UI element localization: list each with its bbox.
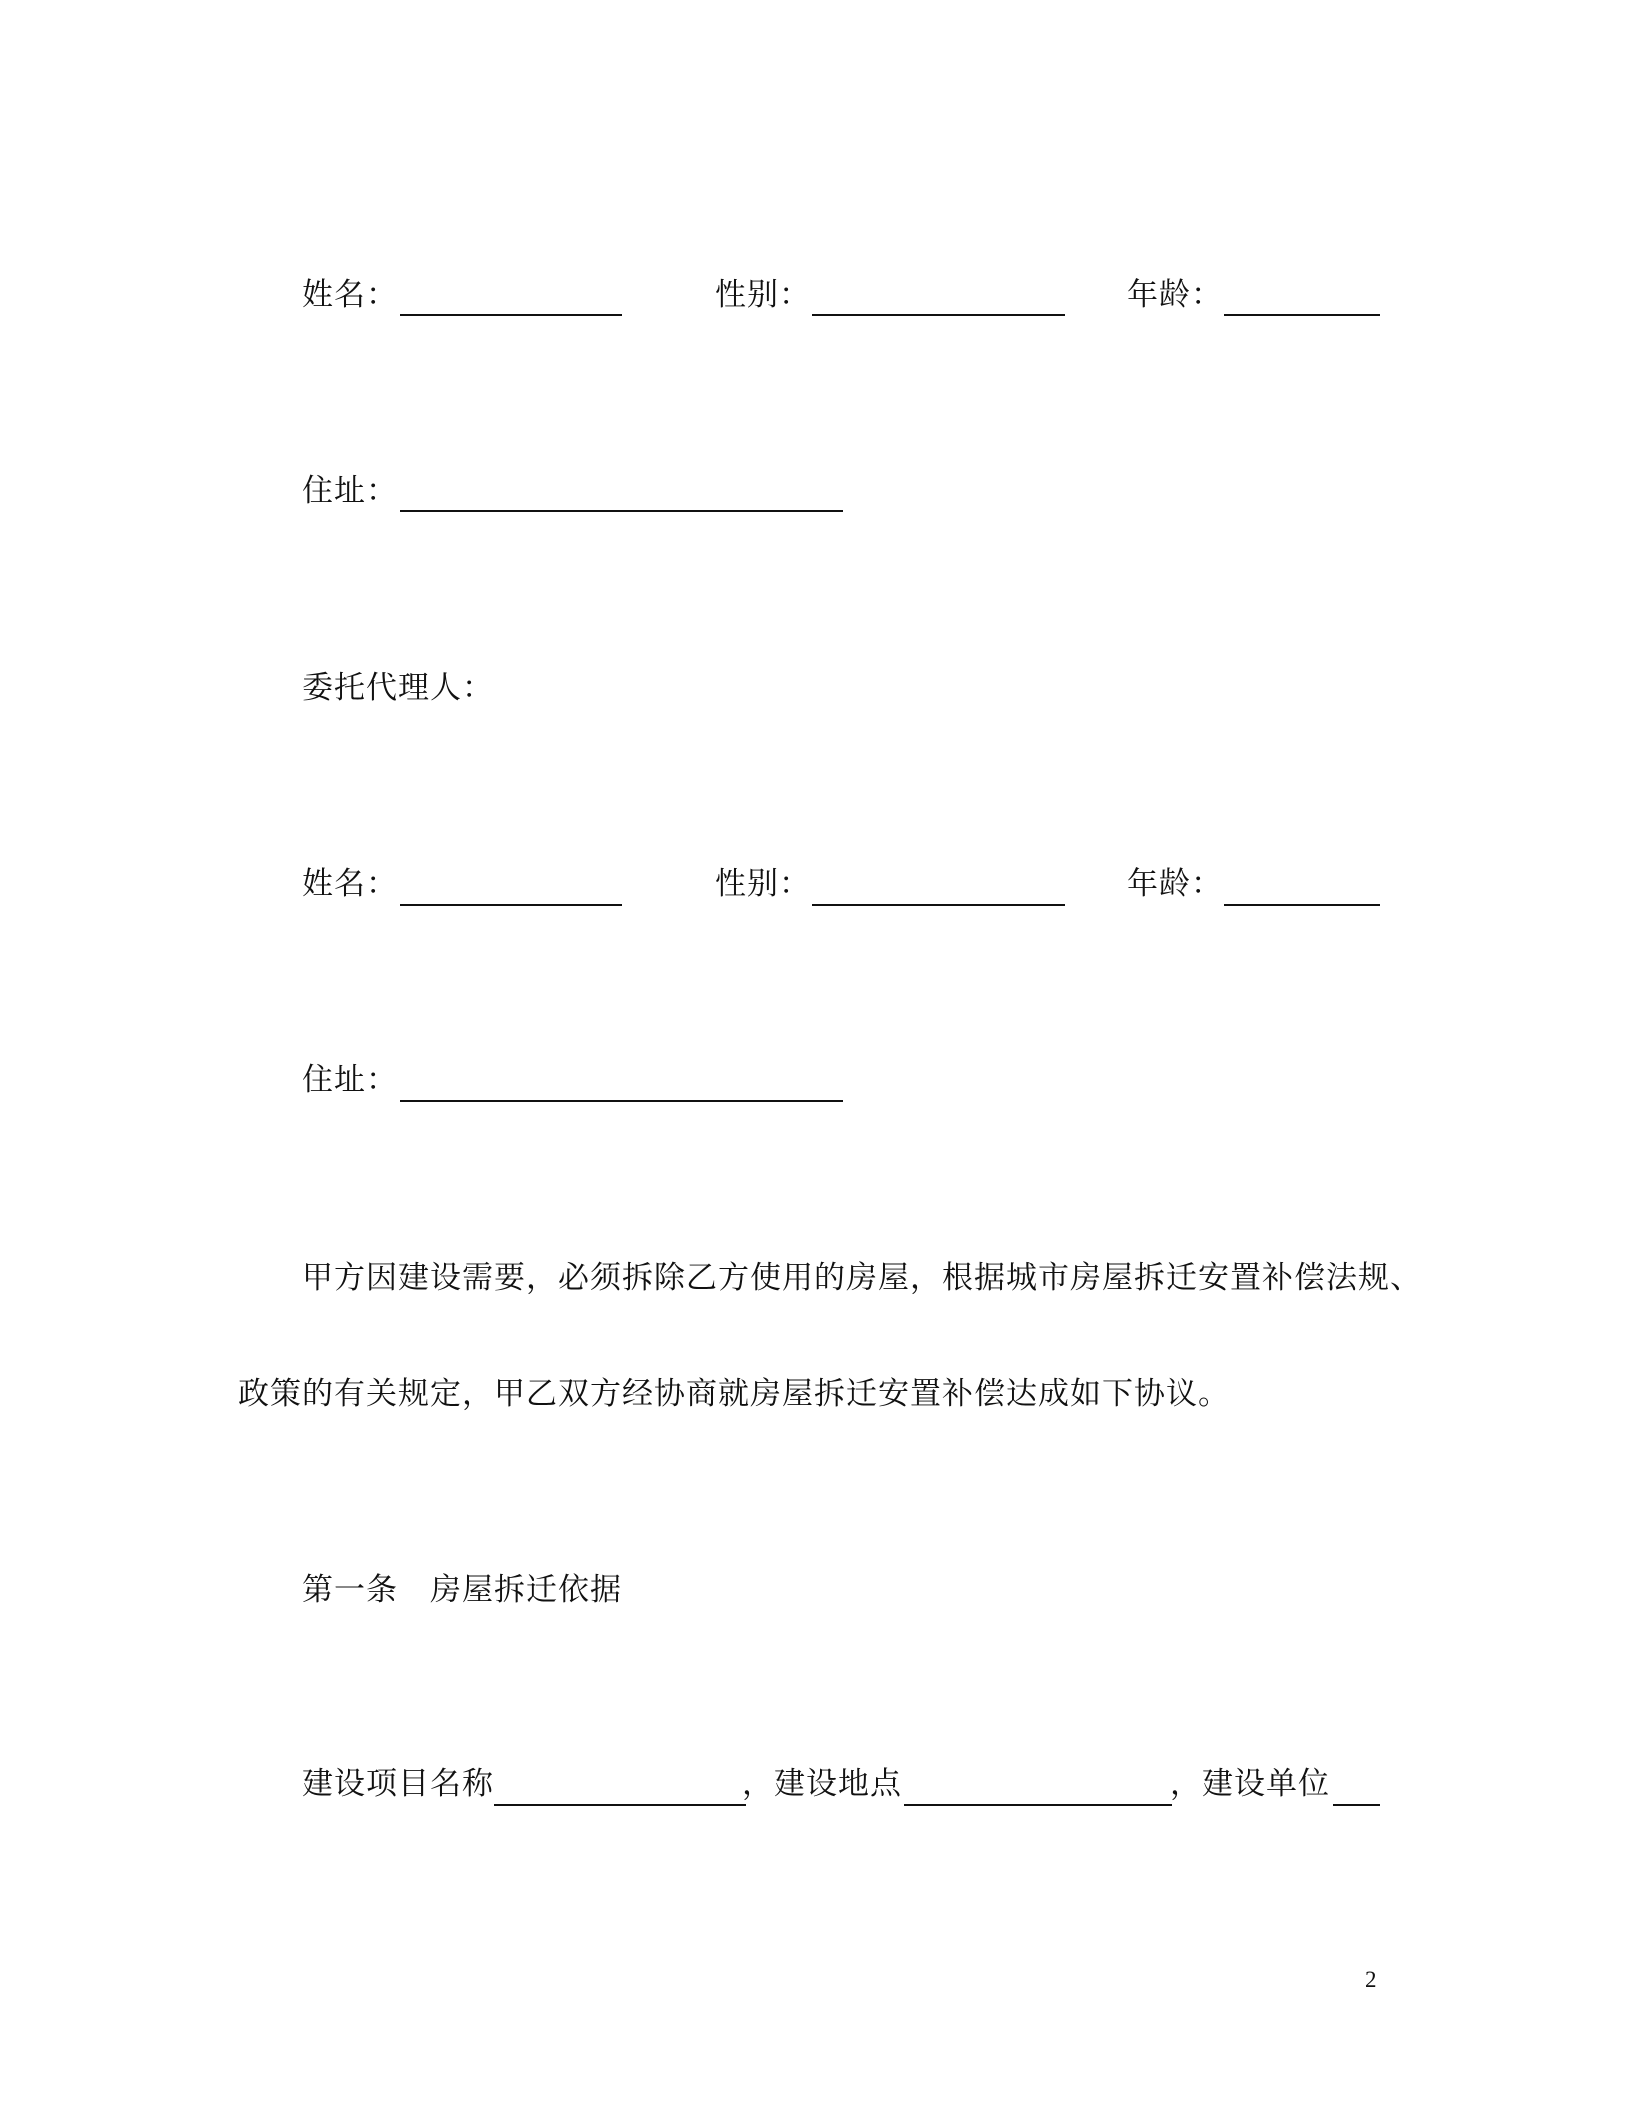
preamble-line-2: 政策的有关规定，甲乙双方经协商就房屋拆迁安置补偿达成如下协议。 <box>238 1376 1230 1412</box>
agent-gender-blank[interactable] <box>812 904 1065 906</box>
project-name-blank[interactable] <box>494 1804 746 1806</box>
age-label: 年龄： <box>1127 277 1223 313</box>
project-unit-label: ，建设单位 <box>1170 1766 1330 1802</box>
name-label: 姓名： <box>302 277 398 313</box>
name-blank[interactable] <box>400 314 622 316</box>
project-name-label: 建设项目名称 <box>302 1766 494 1802</box>
age-blank[interactable] <box>1224 314 1380 316</box>
page-number: 2 <box>1365 1967 1377 1992</box>
agent-heading: 委托代理人： <box>302 670 494 706</box>
article-1-title: 第一条 房屋拆迁依据 <box>302 1572 622 1608</box>
gender-label: 性别： <box>715 277 811 313</box>
project-unit-blank[interactable] <box>1333 1804 1380 1806</box>
preamble-line-1: 甲方因建设需要，必须拆除乙方使用的房屋，根据城市房屋拆迁安置补偿法规、 <box>302 1260 1422 1296</box>
agent-age-blank[interactable] <box>1224 904 1380 906</box>
address-label: 住址： <box>302 473 398 509</box>
project-location-blank[interactable] <box>904 1804 1172 1806</box>
gender-blank[interactable] <box>812 314 1065 316</box>
agent-name-blank[interactable] <box>400 904 622 906</box>
agent-name-label: 姓名： <box>302 866 398 902</box>
project-location-label: ，建设地点 <box>742 1766 902 1802</box>
address-blank[interactable] <box>400 510 843 512</box>
agent-address-label: 住址： <box>302 1062 398 1098</box>
agent-gender-label: 性别： <box>715 866 811 902</box>
agent-age-label: 年龄： <box>1127 866 1223 902</box>
agent-address-blank[interactable] <box>400 1100 843 1102</box>
